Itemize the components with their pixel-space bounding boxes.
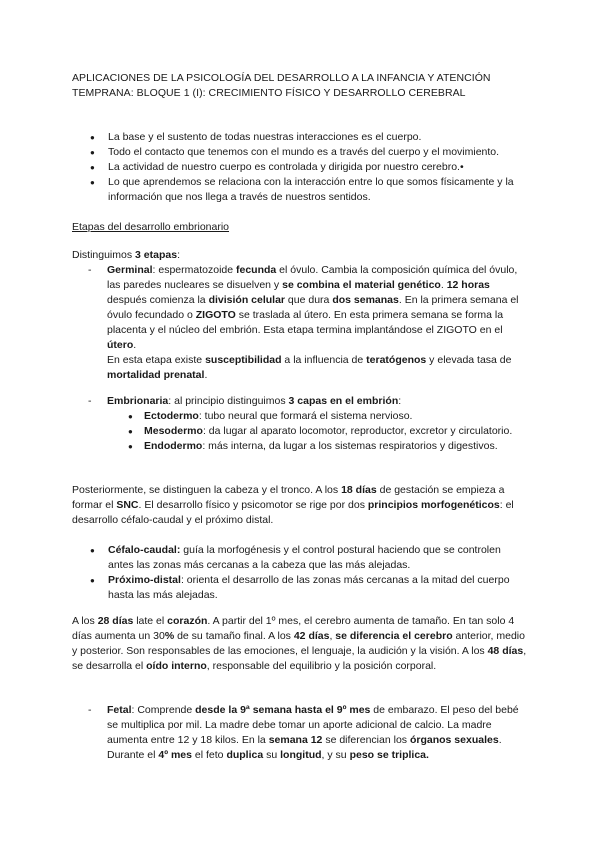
list-item: ● Próximo-distal: orienta el desarrollo de las zonas más cercanas a la mitad del cuerpo hasta las más alejadas.: [88, 573, 528, 603]
list-item: ● Ectodermo: tubo neural que formará el sistema nervioso.: [128, 409, 524, 424]
stage-embrionaria-text: Embrionaria: al principio distinguimos 3 capas en el embrión:: [107, 395, 402, 407]
stages-intro: Distinguimos 3 etapas:: [72, 249, 180, 261]
embryo-layers-list: [128, 409, 524, 454]
list-item: ● Céfalo-caudal: guía la morfogénesis y el control postural haciendo que se controlen antes las zonas más cercanas a la cabeza que las más alejadas.: [88, 543, 528, 573]
document-title: APLICACIONES DE LA PSICOLOGÍA DEL DESARROLLO A LA INFANCIA Y ATENCIÓN TEMPRANA: BLOQUE 1 (I): CRECIMIENTO FÍSICO Y DESARROLLO CEREBRAL: [72, 72, 491, 99]
dash-marker: -: [88, 395, 92, 407]
principles-list: [88, 543, 528, 603]
section-heading: Etapas del desarrollo embrionario: [72, 221, 230, 233]
dash-marker: -: [88, 704, 92, 716]
intro-bullet-list: [88, 130, 528, 205]
list-item: ● Todo el contacto que tenemos con el mundo es a través del cuerpo y el movimiento.: [88, 145, 528, 160]
germinal-susceptibility: En esta etapa existe susceptibilidad a la influencia de teratógenos y elevada tasa de mortalidad prenatal.: [107, 354, 512, 381]
stage-germinal-text: Germinal: espermatozoide fecunda el óvulo. Cambia la composición química del óvulo, las paredes nucleares se disuelven y se combina el material genético. 12 horas después comienza la división celular que dura dos semanas. En la primera semana el óvulo fecundado o ZIGOTO se traslada al útero. En esta primera semana se forma la placenta y el núcleo del embrión. Esta etapa termina implantándose el ZIGOTO en el útero. En esta etapa existe susceptibilidad a la influencia de teratógenos y elevada tasa de mortalidad prenatal.: [107, 263, 527, 383]
stage-fetal-text: Fetal: Comprende desde la 9ª semana hasta el 9º mes de embarazo. El peso del bebé se multiplica por mil. La madre debe tomar un aporte adicional de calcio. La madre aumenta entre 12 y 18 kilos. En la semana 12 se diferencian los órganos sexuales. Durante el 4º mes el feto duplica su longitud, y su peso se triplica.: [107, 704, 519, 761]
paragraph-posteriormente: Posteriormente, se distinguen la cabeza y el tronco. A los 18 días de gestación se empieza a formar el SNC. El desarrollo físico y psicomotor se rige por dos principios morfogenéticos: el desarrollo céfalo-caudal y el próximo distal.: [72, 484, 514, 526]
list-item: ● La actividad de nuestro cuerpo es controlada y dirigida por nuestro cerebro.•: [88, 160, 528, 175]
dash-marker: -: [88, 264, 92, 276]
list-item: ● Mesodermo: da lugar al aparato locomotor, reproductor, excretor y circulatorio.: [128, 424, 524, 439]
paragraph-corazon: A los 28 días late el corazón. A partir del 1º mes, el cerebro aumenta de tamaño. En tan solo 4 días aumenta un 30% de su tamaño final. A los 42 días, se diferencia el cerebro anterior, medio y posterior. Son responsables de las emociones, el lenguaje, la audición y la visión. A los 48 días, se desarrolla el oído interno, responsable del equilibrio y la posición corporal.: [72, 615, 527, 672]
list-item: ● La base y el sustento de todas nuestras interacciones es el cuerpo.: [88, 130, 528, 145]
list-item: ● Endodermo: más interna, da lugar a los sistemas respiratorios y digestivos.: [128, 439, 524, 454]
list-item: ● Lo que aprendemos se relaciona con la interacción entre lo que somos físicamente y la información que nos llega a través de nuestros sentidos.: [88, 175, 528, 205]
